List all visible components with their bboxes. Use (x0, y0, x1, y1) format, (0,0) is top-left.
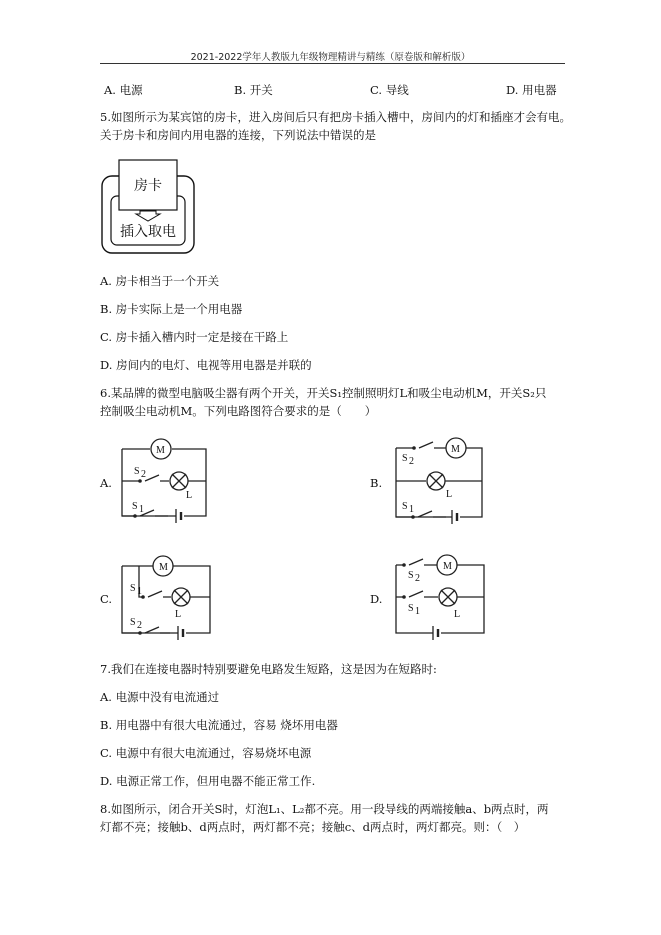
q6-option-d-label: D. (370, 592, 383, 606)
circuit-a-motor-label: M (156, 445, 165, 456)
circuit-a-s1-sub: 1 (139, 504, 144, 515)
circuit-b-lamp-label: L (446, 489, 453, 500)
circuit-b-s2: S (402, 453, 408, 464)
q7-option-a: A. 电源中没有电流通过 (100, 690, 220, 704)
q6-option-b-label: B. (370, 476, 383, 490)
q8-stem-line1: 8.如图所示，闭合开关S时，灯泡L₁、L₂都不亮。用一段导线的两端接触a、b两点时，两 (100, 802, 549, 816)
circuit-b-s1: S (402, 501, 408, 512)
circuit-a-s1: S (132, 501, 138, 512)
q5-option-d: D. 房间内的电灯、电视等用电器是并联的 (100, 358, 312, 372)
circuit-a-lamp-label: L (186, 490, 193, 501)
q5-stem-line2: 关于房卡和房间内用电器的连接，下列说法中错误的是 (100, 128, 376, 142)
slot-text: 插入取电 (120, 224, 176, 240)
circuit-c-s1-sub: 1 (137, 586, 142, 597)
circuit-d-s2: S (408, 570, 414, 581)
q4-option-b: B. 开关 (234, 83, 273, 97)
circuit-a-s2-sub: 2 (141, 469, 146, 480)
card-text: 房卡 (134, 178, 162, 194)
q7-option-c: C. 电源中有很大电流通过，容易烧坏电源 (100, 746, 312, 760)
page-header: 2021-2022学年人教版九年级物理精讲与精练（原卷版和解析版） (190, 52, 471, 63)
q6-stem-line1: 6.某品牌的微型电脑吸尘器有两个开关，开关S₁控制照明灯L和吸尘电动机M，开关S₂只 (100, 386, 547, 400)
q5-option-b: B. 房卡实际上是一个用电器 (100, 302, 243, 316)
circuit-d (396, 555, 484, 640)
q7-option-b: B. 用电器中有很大电流通过，容易 烧坏用电器 (100, 718, 338, 732)
q4-option-a: A. 电源 (104, 83, 143, 97)
circuit-c-s2: S (130, 617, 136, 628)
circuit-a-s2: S (134, 466, 140, 477)
circuit-c-s2-sub: 2 (137, 620, 142, 631)
circuit-d-s1-sub: 1 (415, 606, 420, 617)
q4-option-c: C. 导线 (370, 83, 409, 97)
circuit-b-s2-sub: 2 (409, 456, 414, 467)
circuit-c-s1: S (130, 583, 136, 594)
q7-option-d: D. 电源正常工作，但用电器不能正常工作. (100, 774, 316, 788)
q5-stem-line1: 5.如图所示为某宾馆的房卡，进入房间后只有把房卡插入槽中，房间内的灯和插座才会有电。 (100, 110, 571, 124)
q6-option-c-label: C. (100, 592, 113, 606)
circuit-d-s1: S (408, 603, 414, 614)
q6-stem-line2: 控制吸尘电动机M。下列电路图符合要求的是（ ） (100, 404, 377, 418)
circuit-b-motor-label: M (451, 444, 460, 455)
circuit-d-s2-sub: 2 (415, 573, 420, 584)
q6-option-a-label: A. (100, 476, 112, 490)
q4-option-d: D. 用电器 (506, 83, 557, 97)
circuit-d-lamp-label: L (454, 609, 461, 620)
q8-stem-line2: 灯都不亮；接触b、d两点时，两灯都不亮；接触c、d两点时，两灯都亮。则：（ ） (100, 820, 526, 834)
circuit-d-motor-label: M (443, 561, 452, 572)
q7-stem: 7.我们在连接电器时特别要避免电路发生短路，这是因为在短路时: (100, 662, 437, 676)
circuit-c-lamp-label: L (175, 609, 182, 620)
circuit-b-s1-sub: 1 (409, 504, 414, 515)
room-card-figure (102, 160, 194, 253)
q5-option-c: C. 房卡插入槽内时一定是接在干路上 (100, 330, 289, 344)
q5-option-a: A. 房卡相当于一个开关 (100, 274, 220, 288)
circuit-c-motor-label: M (159, 562, 168, 573)
